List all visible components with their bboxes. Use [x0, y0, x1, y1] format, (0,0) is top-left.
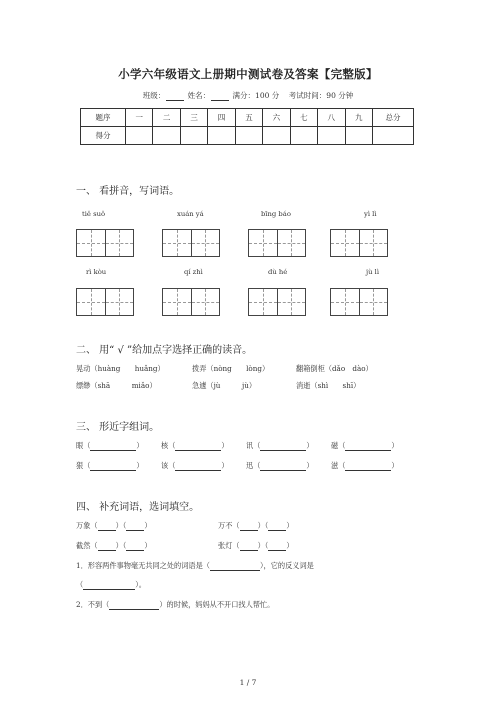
grid-cell[interactable] — [77, 289, 105, 315]
word-prompt — [161, 461, 229, 471]
pinyin-label: dù hé — [268, 268, 288, 276]
section4-title: 四、 补充词语，选词填空。 — [76, 502, 200, 513]
header-cell: 题序 — [81, 109, 126, 127]
score-cell[interactable] — [318, 127, 345, 145]
word-prompt — [76, 441, 144, 451]
close-paren: ） — [136, 441, 144, 450]
answer-blank[interactable] — [268, 542, 286, 551]
section2-title: 二、 用“ √ ”给加点字选择正确的读音。 — [76, 345, 253, 356]
writing-grid[interactable] — [248, 288, 306, 316]
score-cell[interactable] — [235, 127, 262, 145]
score-cell[interactable] — [373, 127, 414, 145]
close-paren: ） — [221, 441, 229, 450]
word-prompt — [246, 441, 314, 451]
q1-text-b: ），它的反义词是 — [259, 561, 314, 570]
answer-blank[interactable] — [175, 442, 221, 451]
question-1 — [76, 561, 314, 571]
prompt-char: 磁（ — [331, 441, 346, 450]
score-cell[interactable] — [290, 127, 317, 145]
writing-grid[interactable] — [162, 229, 220, 257]
score-cell[interactable] — [263, 127, 290, 145]
header-cell: 五 — [235, 109, 262, 127]
page-title: 小学六年级语文上册期中测试卷及答案【完整版】 — [118, 67, 378, 81]
answer-blank[interactable] — [83, 581, 135, 590]
time-label: 考试时间：90 分钟 — [288, 91, 354, 100]
answer-blank[interactable] — [345, 442, 391, 451]
pinyin-label: bīng báo — [261, 210, 291, 218]
score-table-score-row — [81, 127, 414, 145]
close-paren: ） — [286, 521, 294, 530]
answer-blank[interactable] — [240, 542, 258, 551]
answer-blank[interactable] — [90, 442, 136, 451]
word-prompt — [331, 441, 399, 451]
name-label: 姓名： — [187, 91, 211, 100]
idiom-prompt — [76, 541, 152, 551]
close-paren: ） — [144, 541, 152, 550]
score-table — [80, 108, 414, 145]
grid-cell[interactable] — [359, 230, 388, 256]
section1-title: 一、 看拼音，写词语。 — [76, 186, 180, 197]
paren-sep: ）（ — [115, 521, 127, 530]
writing-grid[interactable] — [76, 288, 134, 316]
answer-blank[interactable] — [240, 522, 258, 531]
pinyin-label: jù lì — [366, 268, 379, 276]
grid-cell[interactable] — [163, 289, 191, 315]
score-table-header-row — [81, 109, 414, 127]
prompt-char: 迅（ — [246, 461, 261, 470]
paren-sep: ）（ — [257, 521, 269, 530]
grid-cell[interactable] — [105, 230, 134, 256]
pinyin-label: rì kòu — [86, 268, 107, 276]
header-cell: 七 — [290, 109, 317, 127]
header-cell: 总分 — [373, 109, 414, 127]
exam-info — [0, 90, 496, 101]
score-cell[interactable] — [153, 127, 180, 145]
prompt-char: 讯（ — [246, 441, 261, 450]
q1-close: ）。 — [135, 580, 146, 589]
writing-grid[interactable] — [330, 288, 388, 316]
idiom-start: 万不（ — [218, 521, 240, 530]
answer-blank[interactable] — [260, 462, 306, 471]
class-blank[interactable] — [166, 92, 184, 101]
close-paren: ） — [391, 441, 399, 450]
grid-cell[interactable] — [163, 230, 191, 256]
answer-blank[interactable] — [126, 522, 144, 531]
answer-blank[interactable] — [126, 542, 144, 551]
grid-cell[interactable] — [277, 289, 306, 315]
close-paren: ） — [144, 521, 152, 530]
grid-cell[interactable] — [249, 289, 277, 315]
header-cell: 八 — [318, 109, 345, 127]
idiom-prompt — [76, 521, 152, 531]
prompt-char: 该（ — [161, 461, 176, 470]
answer-blank[interactable] — [345, 462, 391, 471]
answer-blank[interactable] — [260, 442, 306, 451]
idiom-start: 张灯（ — [218, 541, 240, 550]
grid-cell[interactable] — [249, 230, 277, 256]
pinyin-label: yì lì — [364, 210, 377, 218]
pinyin-label: tiě suǒ — [82, 210, 106, 218]
close-paren: ） — [391, 461, 399, 470]
writing-grid[interactable] — [248, 229, 306, 257]
score-cell[interactable] — [208, 127, 235, 145]
reading-option[interactable]: 晃动（huàng huǎng） — [76, 364, 165, 373]
grid-cell[interactable] — [359, 289, 388, 315]
grid-cell[interactable] — [277, 230, 306, 256]
answer-blank[interactable] — [98, 542, 116, 551]
header-cell: 九 — [345, 109, 373, 127]
writing-grid[interactable] — [330, 229, 388, 257]
pinyin-label: xuán yá — [177, 210, 204, 218]
reading-option[interactable]: 缥缈（shā miǎo） — [76, 381, 157, 390]
q1-text: 1．形容两件事物毫无共同之处的词语是（ — [76, 561, 210, 570]
answer-blank[interactable] — [210, 562, 260, 571]
answer-blank[interactable] — [90, 462, 136, 471]
prompt-char: 狠（ — [76, 461, 91, 470]
q2-text: 2．不到（ — [76, 600, 110, 609]
header-cell: 四 — [208, 109, 235, 127]
idiom-start: 万象（ — [76, 521, 98, 530]
header-cell: 三 — [180, 109, 207, 127]
word-prompt — [331, 461, 399, 471]
q1-open: （ — [76, 580, 84, 589]
answer-blank[interactable] — [109, 601, 159, 610]
grid-cell[interactable] — [105, 289, 134, 315]
score-label: 满分：100 分 — [232, 91, 280, 100]
prompt-char: 眼（ — [76, 441, 91, 450]
grid-cell[interactable] — [77, 230, 105, 256]
score-cell[interactable] — [345, 127, 373, 145]
header-cell: 六 — [263, 109, 290, 127]
writing-grid[interactable] — [76, 229, 134, 257]
idiom-start: 截然（ — [76, 541, 98, 550]
grid-cell[interactable] — [191, 230, 220, 256]
answer-blank[interactable] — [268, 522, 286, 531]
prompt-char: 核（ — [161, 441, 176, 450]
paren-sep: ）（ — [257, 541, 269, 550]
reading-option[interactable]: 拨弄（nòng lòng） — [192, 364, 270, 373]
question-2 — [76, 600, 274, 610]
writing-grid[interactable] — [162, 288, 220, 316]
idiom-prompt — [218, 541, 294, 551]
page-number: 1 / 7 — [239, 678, 257, 687]
close-paren: ） — [136, 461, 144, 470]
grid-cell[interactable] — [331, 230, 359, 256]
reading-option[interactable]: 消逝（shì shī） — [296, 381, 361, 390]
score-cell[interactable] — [180, 127, 207, 145]
answer-blank[interactable] — [175, 462, 221, 471]
q2-text-b: ）的时候，妈妈从不开口找人帮忙。 — [159, 600, 275, 609]
reading-option[interactable]: 急遽（jù jù） — [192, 381, 257, 390]
paren-sep: ）（ — [115, 541, 127, 550]
word-prompt — [76, 461, 144, 471]
reading-option[interactable]: 翻箱倒柜（dǎo dào） — [296, 364, 373, 373]
section3-title: 三、 形近字组词。 — [76, 422, 160, 433]
name-blank[interactable] — [211, 92, 229, 101]
grid-cell[interactable] — [191, 289, 220, 315]
row-label: 得分 — [81, 127, 126, 145]
close-paren: ） — [306, 461, 314, 470]
idiom-prompt — [218, 521, 294, 531]
question-1-cont — [76, 580, 146, 590]
close-paren: ） — [221, 461, 229, 470]
grid-cell[interactable] — [331, 289, 359, 315]
close-paren: ） — [286, 541, 294, 550]
word-prompt — [246, 461, 314, 471]
header-cell: 二 — [153, 109, 180, 127]
prompt-char: 滋（ — [331, 461, 346, 470]
pinyin-label: qí zhì — [184, 268, 203, 276]
header-cell: 一 — [126, 109, 153, 127]
class-label: 班级： — [142, 91, 166, 100]
answer-blank[interactable] — [98, 522, 116, 531]
word-prompt — [161, 441, 229, 451]
score-cell[interactable] — [126, 127, 153, 145]
close-paren: ） — [306, 441, 314, 450]
